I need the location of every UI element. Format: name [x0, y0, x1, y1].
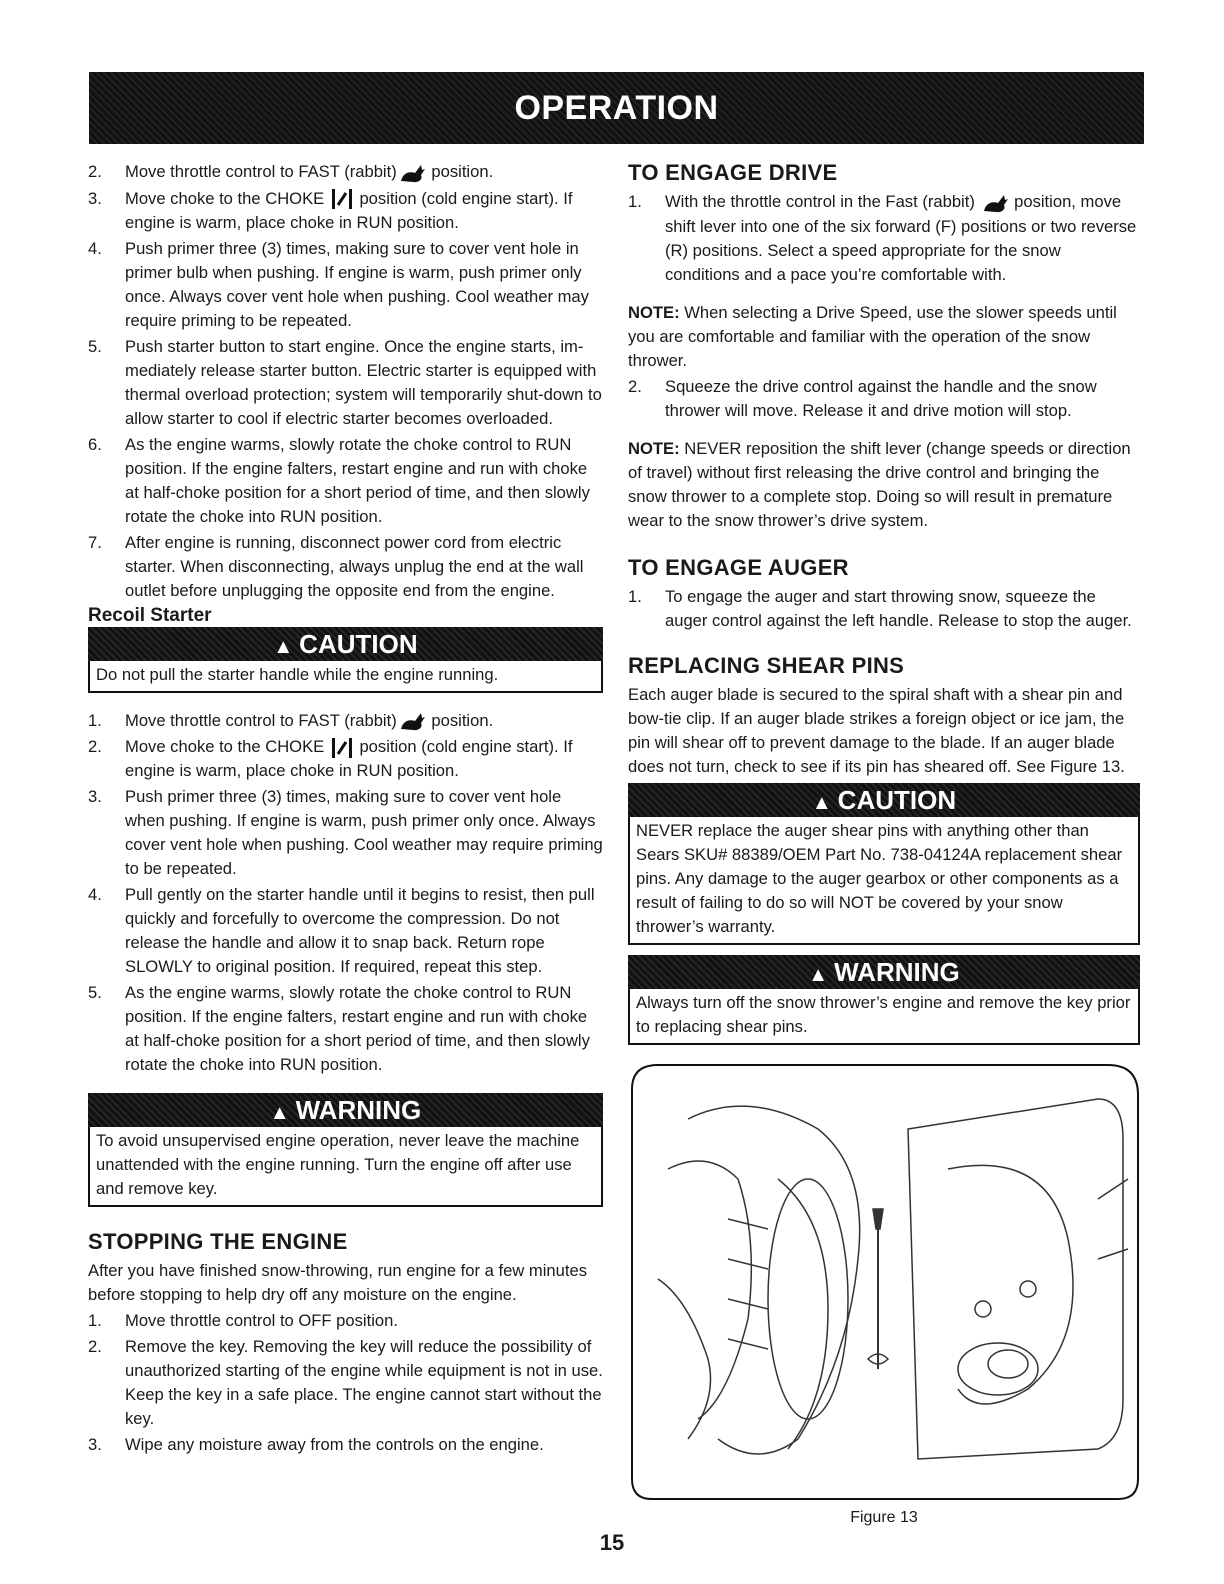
recoil-starter-heading: Recoil Starter	[88, 604, 212, 626]
choke-icon	[331, 737, 353, 759]
warning-text: To avoid unsupervised engine operation, never leave the machine unattended with the engine running. Turn the engine off after use and remove key.	[88, 1127, 603, 1207]
left-column	[88, 160, 603, 1459]
warning-header: ▲ WARNING	[88, 1093, 603, 1127]
shift-note: NOTE: NEVER reposition the shift lever (change speeds or direction of travel) without first releasing the drive control and bringing the snow thrower to a complete stop. Doing so will result in premature wear to the snow thrower’s drive system.	[628, 438, 1131, 530]
engage-auger-heading: TO ENGAGE AUGER	[628, 554, 849, 580]
caution-box	[88, 627, 603, 693]
stopping-list	[88, 1309, 603, 1457]
caution-header: ▲ CAUTION	[628, 783, 1140, 817]
warning-box	[628, 955, 1140, 1045]
list-item: 1. To engage the auger and start throwing snow, squeeze the auger control against the left handle. Release to stop the auger.	[628, 586, 1132, 630]
drive-note: NOTE: When selecting a Drive Speed, use the slower speeds until you are comfortable and familiar with the operation of the snow thrower.	[628, 302, 1117, 370]
list-item: 3. Push primer three (3) times, making sure to cover vent hole when pushing. If engine is warm, push primer only once. Always cover vent hole when pushing. Cool weather may require priming to be repeated.	[88, 787, 603, 879]
caution-text: NEVER replace the auger shear pins with anything other than Sears SKU# 88389/OEM Part No. 738-04124A replacement shear pins. Any damage to the auger gearbox or other components as a result of failing to do so will NOT be covered by your snow thrower’s warranty.	[628, 817, 1140, 945]
warning-triangle-icon: ▲	[811, 791, 832, 814]
list-item: 4. Pull gently on the starter handle until it begins to resist, then pull quickly and forcefully to overcome the compression. Do not release the handle and allow it to snap back. Return rope SLOWLY to original position. If required, repeat this step.	[88, 885, 595, 977]
list-item: 2. Squeeze the drive control against the handle and the snow thrower will move. Release it and drive motion will stop.	[628, 376, 1097, 420]
list-item: 4. Push primer three (3) times, making sure to cover vent hole in primer bulb when pushing. If engine is warm, push primer only once. Always cover vent hole when pushing. Cool weather may require priming to be repeated.	[88, 238, 589, 330]
engage-drive-heading: TO ENGAGE DRIVE	[628, 160, 838, 185]
list-item: 1. Move throttle control to FAST (rabbit) position.	[88, 709, 603, 734]
shear-pins-heading: REPLACING SHEAR PINS	[628, 652, 905, 678]
list-item: 7. After engine is running, disconnect power cord from electric starter. When disconnecting, always unplug the end at the wall outlet before unplugging the opposite end from the engine.	[88, 532, 584, 600]
figure-caption: Figure 13	[850, 1508, 918, 1526]
warning-triangle-icon: ▲	[273, 635, 294, 658]
list-item: 1. With the throttle control in the Fast (rabbit) position, move shift lever into one of the six forward (F) positions or two reverse (R) positions. Select a speed appropriate for the snow conditions and a pace you’re comfortable with.	[628, 192, 1137, 284]
start-engine-list	[88, 160, 603, 603]
warning-triangle-icon: ▲	[808, 963, 829, 986]
stopping-engine-heading: STOPPING THE ENGINE	[88, 1229, 348, 1255]
list-item: 3. Wipe any moisture away from the controls on the engine.	[88, 1435, 544, 1455]
operation-banner	[89, 72, 1144, 144]
page-number: 15	[599, 1530, 625, 1555]
rabbit-icon	[397, 709, 427, 733]
shear-pins-text: Each auger blade is secured to the spiral shaft with a shear pin and bow-tie clip. If an auger blade strikes a foreign object or ice jam, the pin will shear off to prevent damage to the blade. If an auger blade does not turn, check to see if its pin has sheared off. See Figure 13.	[628, 684, 1125, 776]
right-column	[628, 160, 1140, 1527]
list-item: 2. Move choke to the CHOKE position (cold engine start). If engine is warm, place choke in RUN position.	[88, 737, 573, 781]
list-item: 6. As the engine warms, slowly rotate the choke control to RUN position. If the engine falters, restart engine and run with choke at half-choke position for a short period of time, and then slowly rotate the choke into RUN position.	[88, 434, 590, 526]
list-item: 2. Remove the key. Removing the key will reduce the possibility of unauthorized starting of the engine while equipment is not in use. Keep the key in a safe place. The engine cannot start without the key.	[88, 1337, 603, 1429]
list-item: 5. Push starter button to start engine. Once the engine starts, im-mediately release starter button. Electric starter is equipped with thermal overload protection; system will temporarily shut-down to allow starter to cool if electric starter becomes overloaded.	[88, 336, 602, 428]
caution-text: Do not pull the starter handle while the engine running.	[88, 661, 603, 693]
drive-list-2	[628, 375, 1140, 423]
warning-header: ▲ WARNING	[628, 955, 1140, 989]
warning-triangle-icon: ▲	[269, 1102, 290, 1125]
page-title: OPERATION	[514, 88, 719, 127]
rabbit-icon	[397, 161, 427, 185]
list-item: 2. Move throttle control to FAST (rabbit) position.	[88, 160, 603, 185]
drive-list	[628, 190, 1140, 287]
auger-list	[628, 585, 1140, 633]
list-item: 1. Move throttle control to OFF position.	[88, 1311, 398, 1331]
caution-header: ▲ CAUTION	[88, 627, 603, 661]
rabbit-icon	[980, 191, 1010, 215]
warning-text: Always turn off the snow thrower’s engine and remove the key prior to replacing shear pins.	[628, 989, 1140, 1045]
figure-13	[628, 1059, 1143, 1505]
recoil-starter-list	[88, 709, 603, 1078]
warning-box	[88, 1093, 603, 1207]
list-item: 5. As the engine warms, slowly rotate the choke control to RUN position. If the engine falters, restart engine and run with choke at half-choke position for a short period of time, and then slowly rotate the choke into RUN position.	[88, 983, 590, 1075]
caution-box	[628, 783, 1140, 945]
stopping-intro: After you have finished snow-throwing, run engine for a few minutes before stopping to help dry off any moisture on the engine.	[88, 1261, 588, 1305]
choke-icon	[331, 188, 353, 210]
auger-shear-pin-illustration	[628, 1059, 1143, 1505]
list-item: 3. Move choke to the CHOKE position (cold engine start). If engine is warm, place choke in RUN position.	[88, 188, 573, 232]
